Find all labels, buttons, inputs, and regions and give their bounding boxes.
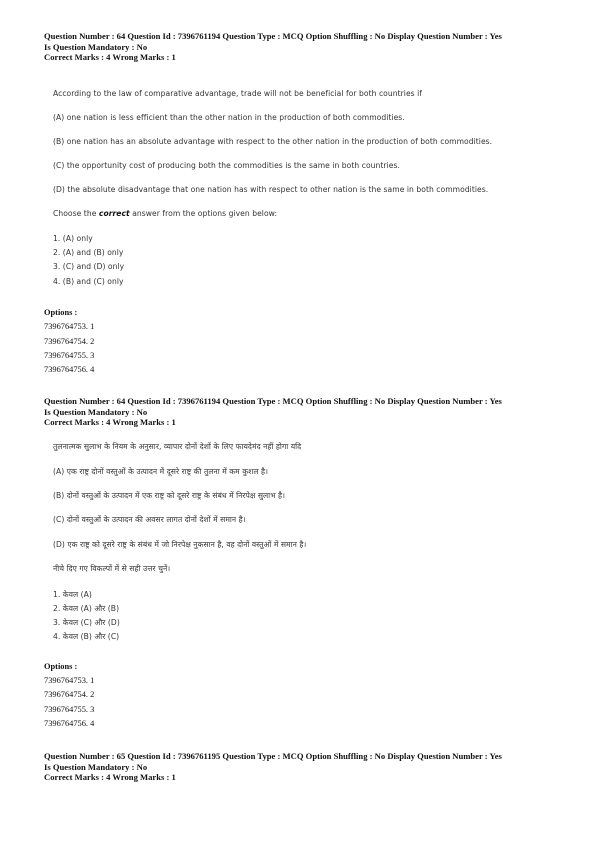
statement-b: (B) one nation has an absolute advantage with respect to the other nation in the production of both commodities. bbox=[53, 137, 493, 146]
question-meta-line: Question Number : 65 Question Id : 7396761195 Question Type : MCQ Option Shuffling : No Display Question Number : Yes bbox=[44, 751, 502, 761]
option-row: 7396764754. 2 bbox=[44, 337, 95, 346]
option-row: 7396764756. 4 bbox=[44, 719, 95, 728]
choice-1: 1. (A) only bbox=[53, 234, 93, 243]
question-stem: तुलनात्मक सुलाभ के नियम के अनुसार, व्यापार दोनों देशों के लिए फायदेमंद नहीं होगा यदि bbox=[53, 442, 302, 451]
options-header: Options : bbox=[44, 662, 78, 671]
statement-c: (C) the opportunity cost of producing both the commodities is the same in both countries. bbox=[53, 161, 400, 170]
choice-2: 2. (A) and (B) only bbox=[53, 248, 124, 257]
statement-a: (A) एक राष्ट्र दोनों वस्तुओं के उत्पादन में दूसरे राष्ट्र की तुलना में कम कुशल है। bbox=[53, 467, 268, 476]
choice-4: 4. केवल (B) और (C) bbox=[53, 632, 120, 641]
options-header: Options : bbox=[44, 308, 78, 317]
mandatory-line: Is Question Mandatory : No bbox=[44, 41, 148, 52]
question-stem: According to the law of comparative advantage, trade will not be beneficial for both countries if bbox=[53, 89, 423, 98]
choice-4: 4. (B) and (C) only bbox=[53, 277, 124, 286]
statement-a: (A) one nation is less efficient than the other nation in the production of both commodities. bbox=[53, 113, 405, 122]
marks-line: Correct Marks : 4 Wrong Marks : 1 bbox=[44, 772, 176, 783]
statement-c: (C) दोनों वस्तुओं के उत्पादन की अवसर लागत दोनों देशों में समान है। bbox=[53, 515, 246, 524]
marks-line: Correct Marks : 4 Wrong Marks : 1 bbox=[44, 52, 176, 63]
question-meta-line: Question Number : 64 Question Id : 7396761194 Question Type : MCQ Option Shuffling : No Display Question Number : Yes bbox=[44, 396, 502, 406]
instruction-emphasis: correct bbox=[98, 209, 130, 218]
instruction bbox=[53, 209, 277, 218]
instruction-suffix: answer from the options given below: bbox=[129, 209, 278, 218]
mandatory-line: Is Question Mandatory : No bbox=[44, 406, 148, 417]
statement-d: (D) एक राष्ट्र को दूसरे राष्ट्र के संबंध में जो निरपेक्ष नुकसान है, वह दोनों वस्तुओं में समान है। bbox=[53, 540, 307, 549]
option-row: 7396764755. 3 bbox=[44, 705, 95, 714]
mandatory-line: Is Question Mandatory : No bbox=[44, 761, 148, 772]
choice-2: 2. केवल (A) और (B) bbox=[53, 604, 120, 613]
choice-3: 3. (C) and (D) only bbox=[53, 262, 125, 271]
choice-1: 1. केवल (A) bbox=[53, 590, 92, 599]
option-row: 7396764755. 3 bbox=[44, 351, 95, 360]
question-65-meta bbox=[44, 751, 564, 783]
question-meta-line: Question Number : 64 Question Id : 7396761194 Question Type : MCQ Option Shuffling : No Display Question Number : Yes bbox=[44, 31, 502, 41]
option-row: 7396764753. 1 bbox=[44, 676, 95, 685]
statement-b: (B) दोनों वस्तुओं के उत्पादन में एक राष्ट्र को दूसरे राष्ट्र के संबंध में निरपेक्ष सुलाभ है। bbox=[53, 491, 286, 500]
question-64-hindi-meta bbox=[44, 396, 564, 428]
instruction-prefix: Choose the bbox=[53, 209, 99, 218]
choice-3: 3. केवल (C) और (D) bbox=[53, 618, 120, 627]
question-64-meta bbox=[44, 31, 564, 63]
option-row: 7396764754. 2 bbox=[44, 690, 95, 699]
statement-d: (D) the absolute disadvantage that one nation has with respect to other nation is the same in both commodities. bbox=[53, 185, 489, 194]
option-row: 7396764756. 4 bbox=[44, 365, 95, 374]
marks-line: Correct Marks : 4 Wrong Marks : 1 bbox=[44, 417, 176, 428]
instruction: नीचे दिए गए विकल्पों में से सही उत्तर चुनें। bbox=[53, 564, 171, 573]
option-row: 7396764753. 1 bbox=[44, 322, 95, 331]
